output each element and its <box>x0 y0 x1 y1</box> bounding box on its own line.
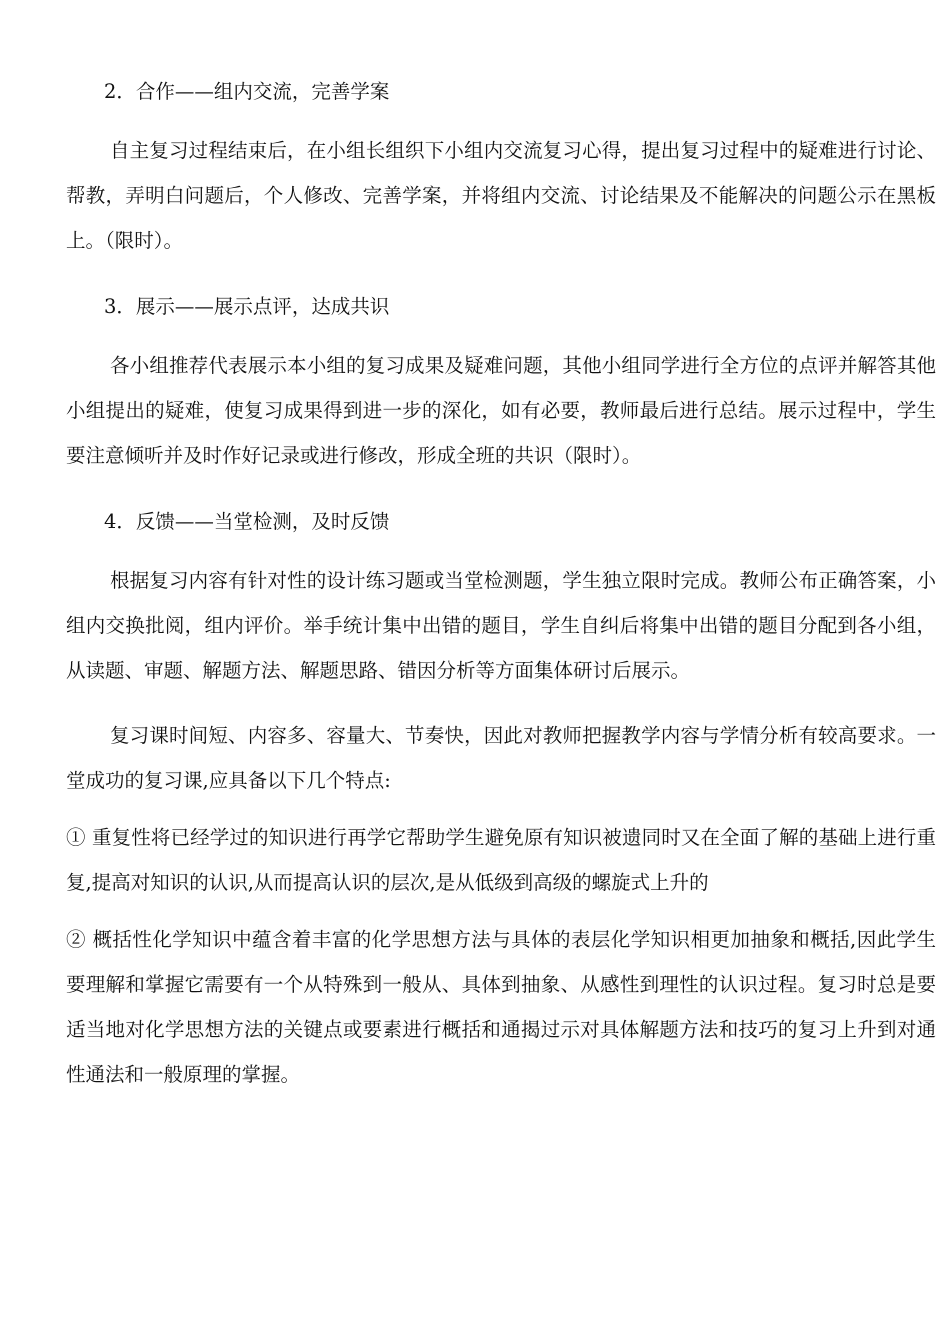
point-repetition: ① 重复性将已经学过的知识进行再学它帮助学生避免原有知识被遗同时又在全面了解的基础上进行重复,提高对知识的认识,从而提高认识的层次,是从低级到高级的螺旋式上升的 <box>66 826 936 894</box>
section-body-cooperation: 自主复习过程结束后，在小组长组织下小组内交流复习心得，提出复习过程中的疑难进行讨论、帮教，弄明白问题后，个人修改、完善学案，并将组内交流、讨论结果及不能解决的问题公示在黑板上。（限时）。 <box>66 139 936 252</box>
point-generalization: ② 概括性化学知识中蕴含着丰富的化学思想方法与具体的表层化学知识相更加抽象和概括,因此学生要理解和掌握它需要有一个从特殊到一般从、具体到抽象、从感性到理性的认识过程。复习时总是要适当地对化学思想方法的关键点或要素进行概括和通揭过示对具体解题方法和技巧的复习上升到对通性通法和一般原理的掌握。 <box>66 928 936 1086</box>
section-body-feedback: 根据复习内容有针对性的设计练习题或当堂检测题，学生独立限时完成。教师公布正确答案，小组内交换批阅，组内评价。举手统计集中出错的题目，学生自纠后将集中出错的题目分配到各小组，从读题、审题、解题方法、解题思路、错因分析等方面集体研讨后展示。 <box>66 569 936 682</box>
section-heading-feedback: 4．反馈——当堂检测，及时反馈 <box>104 510 390 533</box>
spacer <box>66 331 936 343</box>
section-heading-cooperation: 2．合作——组内交流，完善学案 <box>104 80 390 103</box>
summary-paragraph: 复习课时间短、内容多、容量大、节奏快，因此对教师把握教学内容与学情分析有较高要求。一堂成功的复习课,应具备以下几个特点: <box>66 724 936 792</box>
spacer <box>66 905 936 917</box>
section-body-presentation: 各小组推荐代表展示本小组的复习成果及疑难问题，其他小组同学进行全方位的点评并解答其他小组提出的疑难，使复习成果得到进一步的深化，如有必要，教师最后进行总结。展示过程中，学生要注意倾听并及时作好记录或进行修改，形成全班的共识（限时）。 <box>66 354 936 467</box>
spacer <box>66 803 936 815</box>
section-heading-presentation: 3．展示——展示点评，达成共识 <box>104 295 390 318</box>
document-page <box>66 68 936 1097</box>
spacer <box>66 478 936 498</box>
spacer <box>66 116 936 128</box>
spacer <box>66 693 936 713</box>
spacer <box>66 263 936 283</box>
spacer <box>66 546 936 558</box>
